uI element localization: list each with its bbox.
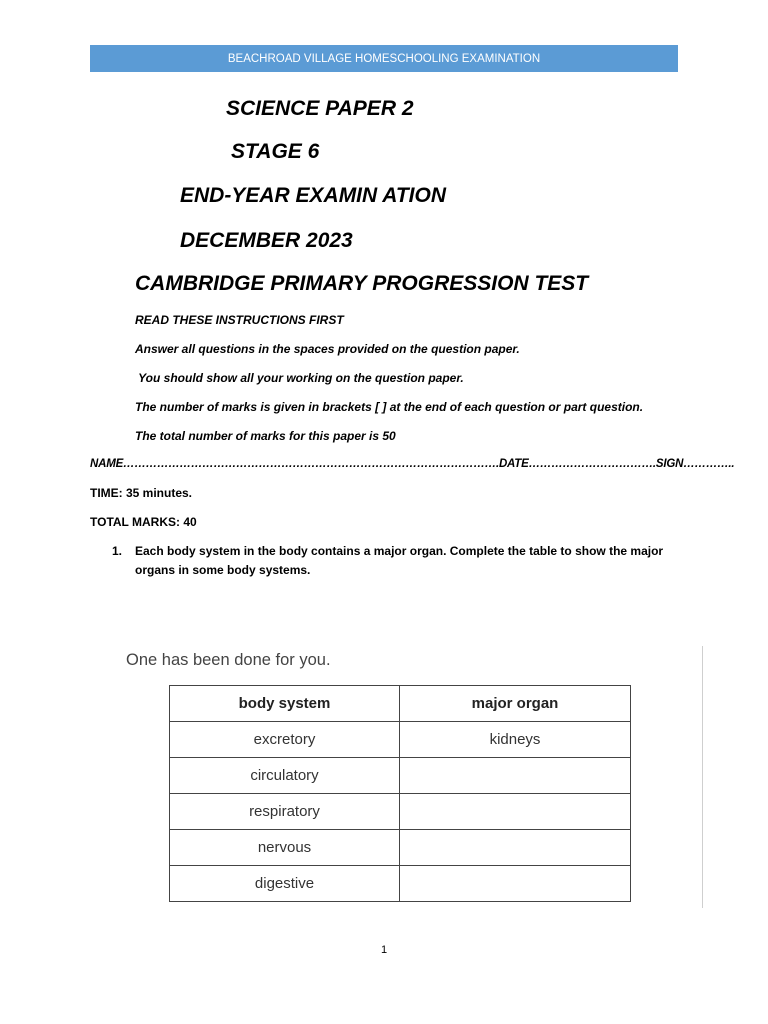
total-marks: TOTAL MARKS: 40 [90, 515, 197, 529]
cell-major-organ-answer[interactable] [400, 866, 631, 902]
title-stage: STAGE 6 [231, 140, 320, 163]
figure-border [702, 646, 703, 908]
cell-body-system: nervous [170, 830, 400, 866]
header-banner: BEACHROAD VILLAGE HOMESCHOOLING EXAMINATION [90, 45, 678, 72]
cell-body-system: digestive [170, 866, 400, 902]
instructions-heading: READ THESE INSTRUCTIONS FIRST [135, 313, 344, 327]
time-allowed: TIME: 35 minutes. [90, 486, 193, 500]
title-science-paper: SCIENCE PAPER 2 [226, 97, 414, 120]
table-row [170, 866, 631, 902]
page-number: 1 [380, 944, 388, 956]
cell-major-organ-answer[interactable] [400, 758, 631, 794]
name-date-sign-line[interactable]: NAME……………………………………………………………………………………….DATE…………………………….SIGN………….. [90, 458, 735, 470]
title-end-year-examination: END-YEAR EXAMIN ATION [180, 184, 447, 207]
table-row [170, 794, 631, 830]
cell-major-organ-answer[interactable] [400, 830, 631, 866]
cell-major-organ: kidneys [400, 722, 631, 758]
cell-body-system: circulatory [170, 758, 400, 794]
title-cambridge-test: CAMBRIDGE PRIMARY PROGRESSION TEST [135, 272, 589, 295]
question-number: 1. [112, 544, 123, 558]
table-row [170, 830, 631, 866]
instruction-item: Answer all questions in the spaces provided on the question paper. [135, 342, 520, 356]
table-header-row [170, 686, 631, 722]
cell-body-system: excretory [170, 722, 400, 758]
instruction-item: You should show all your working on the question paper. [135, 371, 464, 385]
header-body-system: body system [170, 686, 400, 722]
table-row [170, 722, 631, 758]
question-text: Each body system in the body contains a major organ. Complete the table to show the major organs in some body systems. [135, 544, 664, 577]
figure-caption: One has been done for you. [126, 651, 331, 669]
instruction-item: The total number of marks for this paper is 50 [135, 429, 396, 443]
cell-body-system: respiratory [170, 794, 400, 830]
header-major-organ: major organ [400, 686, 631, 722]
organ-table [169, 685, 631, 902]
question-1 [112, 542, 672, 580]
title-date: DECEMBER 2023 [180, 229, 353, 252]
table-row [170, 758, 631, 794]
cell-major-organ-answer[interactable] [400, 794, 631, 830]
instruction-item: The number of marks is given in brackets [ ] at the end of each question or part question. [135, 400, 644, 414]
